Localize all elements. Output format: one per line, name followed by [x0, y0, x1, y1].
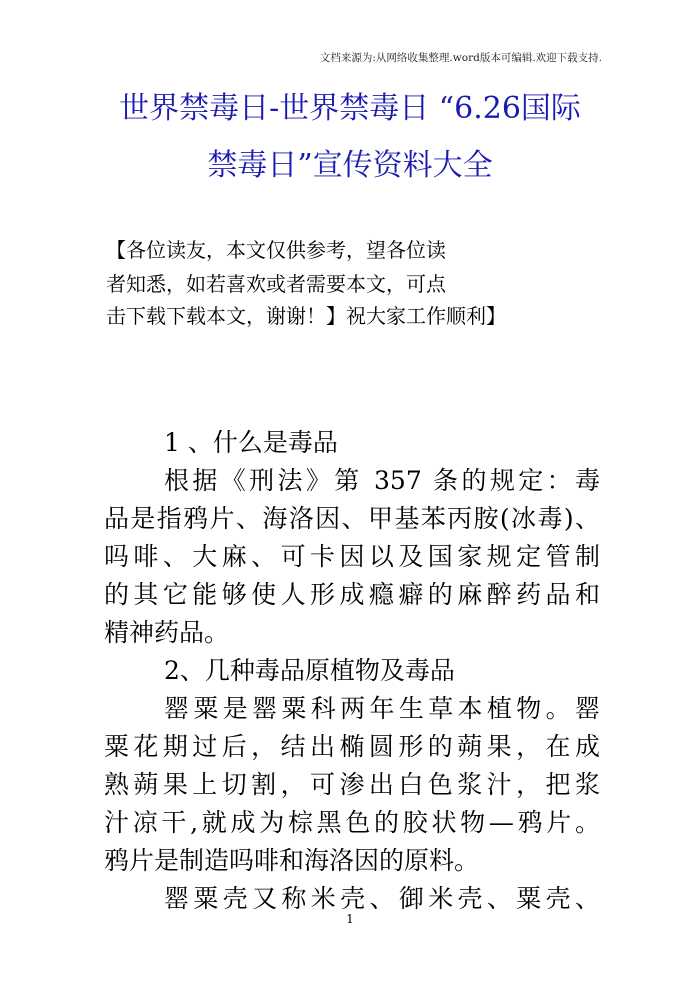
- paragraph-line: 的其它能够使人形成瘾癖的麻醉药品和: [104, 580, 600, 609]
- section-heading-2: 2、几种毒品原植物及毒品: [164, 656, 455, 685]
- page-number: 1: [346, 912, 354, 926]
- header-note: 文档来源为:从网络收集整理.word版本可编辑.欢迎下载支持.: [319, 52, 602, 64]
- reader-notice-line-3: 击下载下载本文，谢谢！】祝大家工作顺利】: [106, 304, 506, 328]
- paragraph-line: 品是指鸦片、海洛因、甲基苯丙胺(冰毒)、: [104, 504, 600, 533]
- section-heading-1: 1 、什么是毒品: [164, 428, 338, 457]
- paragraph-line: 根据《刑法》第 357 条的规定：毒: [164, 466, 600, 495]
- body-text: [104, 424, 600, 918]
- page-title-line-1: 世界禁毒日-世界禁毒日 “6.26国际: [119, 91, 581, 126]
- paragraph-line: 鸦片是制造吗啡和海洛因的原料。: [104, 846, 480, 875]
- paragraph-line: 汁凉干,就成为棕黑色的胶状物—鸦片。: [104, 808, 600, 837]
- reader-notice-line-2: 者知悉，如若喜欢或者需要本文，可点: [106, 272, 446, 296]
- paragraph-line: 精神药品。: [104, 618, 230, 647]
- paragraph-line: 罂粟壳又称米壳、御米壳、粟壳、: [164, 884, 600, 913]
- paragraph-line: 粟花期过后，结出椭圆形的蒴果，在成: [104, 732, 600, 761]
- paragraph-line: 熟蒴果上切割，可渗出白色浆汁，把浆: [104, 770, 600, 799]
- reader-notice-line-1: 【各位读友，本文仅供参考，望各位读: [106, 238, 446, 262]
- paragraph-line: 罂粟是罂粟科两年生草本植物。罂: [164, 694, 600, 723]
- paragraph-line: 吗啡、大麻、可卡因以及国家规定管制: [104, 542, 600, 571]
- page-title-line-2: 禁毒日”宣传资料大全: [207, 148, 493, 183]
